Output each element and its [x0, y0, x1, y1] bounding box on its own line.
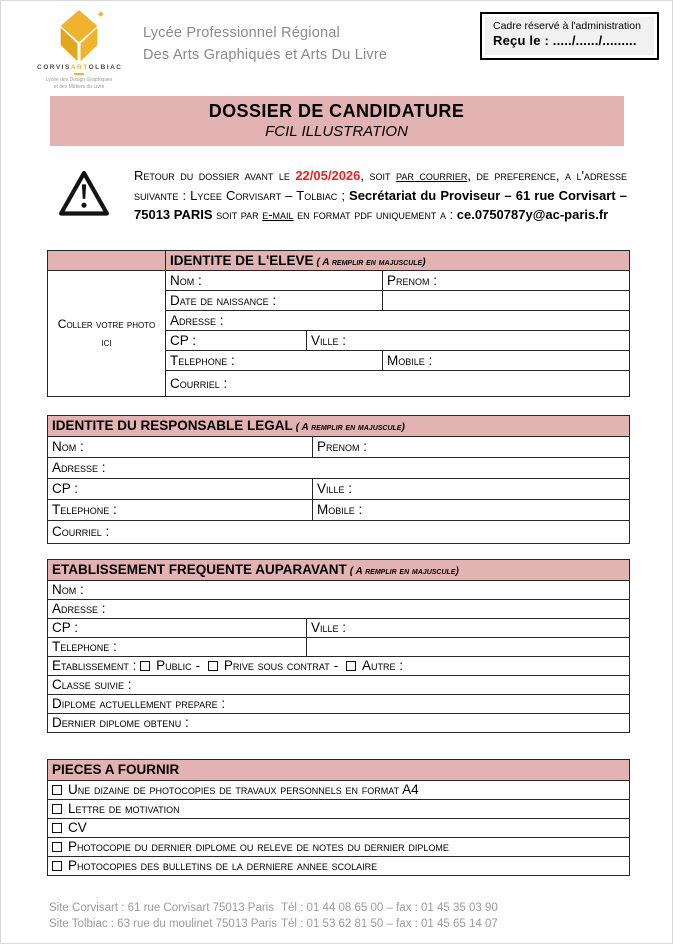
- notice-segment5: soit par: [212, 207, 263, 222]
- field-etab-ville[interactable]: Ville :: [307, 618, 630, 637]
- etablissement-section-header: [48, 559, 630, 580]
- field-eleve-courriel[interactable]: Courriel :: [166, 370, 630, 396]
- responsable-table: [47, 415, 630, 544]
- field-etab-nom[interactable]: Nom :: [48, 580, 630, 599]
- dossier-title: DOSSIER DE CANDIDATURE: [208, 101, 465, 121]
- field-resp-telephone[interactable]: Telephone :: [48, 499, 313, 520]
- notice-segment3: , de preference, a l'adresse suivante :: [134, 168, 627, 203]
- footer-site-corvisart: Site Corvisart : 61 rue Corvisart 75013 Paris: [49, 901, 274, 914]
- etablissement-note: ( A remplir en majuscule): [349, 566, 459, 577]
- piece-item-row: [48, 818, 630, 837]
- field-eleve-cp[interactable]: CP :: [166, 330, 307, 350]
- field-eleve-date-naissance[interactable]: Date de naissance :: [166, 290, 383, 310]
- dossier-subtitle: FCIL ILLUSTRATION: [265, 123, 408, 140]
- responsable-title: IDENTITE DU RESPONSABLE LEGAL: [52, 418, 293, 433]
- option-public: Public: [156, 658, 192, 673]
- checkbox-lettre[interactable]: [52, 804, 62, 814]
- school-name-line2: Des Arts Graphiques et Arts Du Livre: [143, 46, 388, 63]
- deadline-date: 22/05/2026: [295, 168, 361, 183]
- admin-received-field[interactable]: Reçu le : ...../....../.........: [493, 33, 637, 48]
- photo-cell[interactable]: Coller votre photo ici: [48, 270, 166, 396]
- field-eleve-telephone[interactable]: Telephone :: [166, 350, 383, 370]
- checkbox-diplome[interactable]: [52, 842, 62, 852]
- logo-tagline-line2: et des Métiers du Livre: [53, 83, 105, 90]
- field-eleve-ville[interactable]: Ville :: [307, 330, 630, 350]
- etab-type-row: [48, 656, 630, 675]
- piece-item-label: Photocopie du dernier diplome ou releve de notes du dernier diplome: [68, 839, 449, 854]
- page-footer: [49, 900, 672, 932]
- email-address: ce.0750787y@ac-paris.fr: [456, 207, 609, 222]
- piece-item-label: CV: [68, 820, 87, 835]
- lycee-name: Lycee Corvisart – Tolbiac: [190, 187, 338, 203]
- checkbox-public[interactable]: [140, 661, 150, 671]
- footer-site-tolbiac: Site Tolbiac : 63 rue du moulinet 75013 Paris: [49, 917, 278, 930]
- secretariat-address: Secrétariat du Proviseur – 61 rue Corvisart – 75013 PARIS: [134, 187, 628, 222]
- option-separator: -: [333, 658, 339, 673]
- notice-segment1: Retour du dossier avant le: [134, 168, 296, 183]
- email-underlined: e-mail: [262, 207, 294, 222]
- etablissement-table: [47, 559, 630, 733]
- piece-item-row: [48, 780, 630, 799]
- etablissement-title: ETABLISSEMENT FREQUENTE AUPARAVANT: [52, 562, 347, 577]
- field-eleve-prenom[interactable]: Prenom :: [383, 270, 630, 290]
- field-etab-cp[interactable]: CP :: [48, 618, 307, 637]
- field-resp-adresse[interactable]: Adresse :: [48, 457, 630, 478]
- pieces-table: [47, 759, 630, 876]
- admin-reserved-box: [480, 12, 659, 60]
- field-resp-ville[interactable]: Ville :: [313, 478, 630, 499]
- logo-divider: [74, 73, 84, 75]
- responsable-section-header: [48, 415, 630, 436]
- eleve-note: ( A remplir en majuscule): [316, 256, 426, 268]
- field-eleve-date-naissance-blank[interactable]: [383, 290, 630, 310]
- piece-item-row: [48, 799, 630, 818]
- piece-item-label: Lettre de motivation: [68, 801, 180, 816]
- wordmark-post: OLBIAC: [88, 64, 123, 71]
- warning-icon: [59, 170, 109, 225]
- title-banner: [50, 96, 624, 146]
- option-separator: -: [195, 658, 201, 673]
- field-resp-prenom[interactable]: Prenom :: [313, 436, 630, 457]
- field-eleve-mobile[interactable]: Mobile :: [383, 350, 630, 370]
- eleve-header-spacer: [48, 250, 166, 270]
- field-diplome-prepare[interactable]: Diplome actuellement prepare :: [48, 694, 630, 713]
- logo-tagline-line1: Lycée des Design Graphiques: [45, 77, 113, 83]
- school-name-line1: Lycée Professionnel Régional: [143, 25, 340, 41]
- eleve-table: [47, 250, 630, 397]
- wordmark-pre: CORVIS: [37, 64, 71, 71]
- field-resp-courriel[interactable]: Courriel :: [48, 520, 630, 543]
- pieces-section-header: [48, 759, 630, 780]
- checkbox-cv[interactable]: [52, 823, 62, 833]
- notice-segment4: ;: [337, 187, 350, 203]
- eleve-title: IDENTITE DE L'ELEVE: [170, 252, 314, 268]
- footer-tel-tolbiac: Tél : 01 53 62 81 50 – fax : 01 45 65 14 07: [281, 917, 498, 930]
- piece-item-label: Une dizaine de photocopies de travaux personnels en format A4: [68, 782, 419, 797]
- field-resp-cp[interactable]: CP :: [48, 478, 313, 499]
- checkbox-travaux[interactable]: [52, 785, 62, 795]
- piece-item-row: [48, 856, 630, 875]
- school-name: [143, 23, 387, 67]
- field-resp-mobile[interactable]: Mobile :: [313, 499, 630, 520]
- checkbox-autre[interactable]: [346, 661, 356, 671]
- responsable-note: ( A remplir en majuscule): [295, 422, 405, 433]
- footer-row-corvisart: [49, 900, 672, 916]
- footer-tel-corvisart: Tél : 01 44 08 65 00 – fax : 01 45 35 03 90: [281, 901, 498, 914]
- page-header: [1, 1, 672, 89]
- piece-item-row: [48, 837, 630, 856]
- field-eleve-nom[interactable]: Nom :: [166, 270, 383, 290]
- notice-paragraph: [134, 166, 627, 225]
- option-prive: Prive sous contrat: [223, 658, 330, 673]
- notice-segment6: en format pdf uniquement a :: [293, 207, 457, 222]
- admin-box-title: Cadre réservé à l'administration: [493, 20, 641, 32]
- checkbox-prive[interactable]: [208, 661, 218, 671]
- field-etab-telephone-blank[interactable]: [307, 637, 630, 656]
- field-etab-adresse[interactable]: Adresse :: [48, 599, 630, 618]
- logo-mark-icon: [48, 10, 110, 62]
- school-logo: [37, 10, 121, 90]
- pieces-title: PIECES A FOURNIR: [52, 762, 180, 777]
- logo-wordmark: [37, 64, 121, 71]
- etab-type-label: Etablissement :: [52, 658, 137, 673]
- option-autre: Autre :: [362, 658, 404, 673]
- eleve-section-header: [166, 250, 630, 270]
- field-resp-nom[interactable]: Nom :: [48, 436, 313, 457]
- checkbox-bulletins[interactable]: [52, 861, 62, 871]
- wordmark-highlight: ART: [70, 64, 89, 71]
- notice-segment2: , soit: [360, 168, 396, 183]
- footer-row-tolbiac: [49, 916, 672, 932]
- field-eleve-adresse[interactable]: Adresse :: [166, 310, 630, 330]
- field-dernier-diplome[interactable]: Dernier diplome obtenu :: [48, 713, 630, 732]
- courrier-underlined: par courrier: [396, 168, 468, 183]
- return-notice: [59, 166, 627, 225]
- field-classe-suivie[interactable]: Classe suivie :: [48, 675, 630, 694]
- field-etab-telephone[interactable]: Telephone :: [48, 637, 307, 656]
- piece-item-label: Photocopies des bulletins de la derniere annee scolaire: [68, 858, 378, 873]
